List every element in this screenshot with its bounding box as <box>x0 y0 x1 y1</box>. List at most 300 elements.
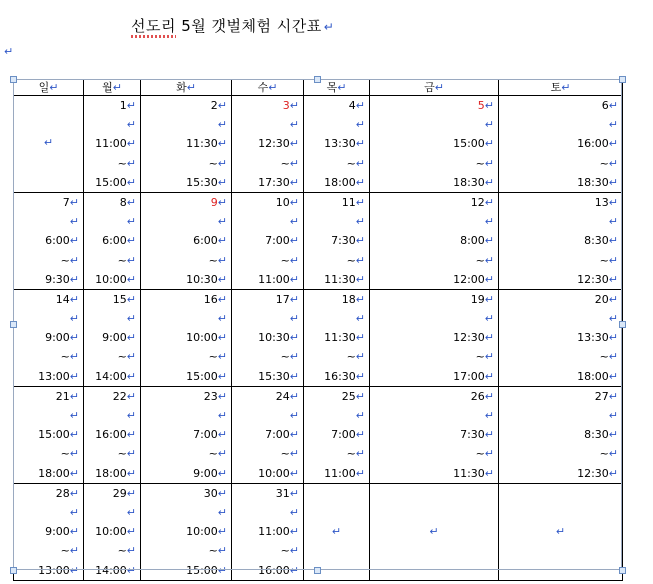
paragraph-mark-icon: ↵ <box>331 524 342 538</box>
weekday-label: 수 <box>257 81 269 94</box>
end-time-line <box>232 464 299 483</box>
weekday-label: 목 <box>326 81 338 94</box>
start-time-line <box>84 425 136 444</box>
tilde-separator-line <box>232 541 299 560</box>
resize-handle-left[interactable] <box>10 321 17 328</box>
start-time: 7:00 <box>265 234 290 248</box>
paragraph-mark-icon: ↵ <box>69 350 79 364</box>
paragraph-mark-icon: ↵ <box>217 466 227 480</box>
day-schedule <box>499 290 622 386</box>
day-number: 21 <box>55 389 70 403</box>
paragraph-mark-icon: ↵ <box>289 486 299 500</box>
tilde-separator-line <box>304 251 365 270</box>
paragraph-mark-icon: ↵ <box>484 195 494 209</box>
blank-line-line <box>232 309 299 328</box>
tilde-separator-line <box>141 347 227 366</box>
paragraph-mark-icon: ↵ <box>126 466 136 480</box>
day-number: 30 <box>203 486 218 500</box>
schedule-table[interactable] <box>13 79 623 581</box>
day-cell[interactable] <box>370 289 499 386</box>
day-cell[interactable] <box>141 386 232 483</box>
blank-line-line <box>84 212 136 231</box>
day-number-line <box>141 193 227 212</box>
paragraph-mark-icon: ↵ <box>608 175 618 189</box>
end-time: 11:30 <box>453 466 485 480</box>
day-number-line <box>14 290 79 309</box>
tilde-separator: ~ <box>280 447 290 461</box>
paragraph-mark-icon: ↵ <box>217 331 227 345</box>
paragraph-mark-icon: ↵ <box>608 409 618 422</box>
resize-handle-bottom-right[interactable] <box>619 567 626 574</box>
day-number-line <box>84 96 136 115</box>
resize-handle-bottom-left[interactable] <box>10 567 17 574</box>
paragraph-mark-icon: ↵ <box>355 331 365 345</box>
blank-line-line <box>141 309 227 328</box>
paragraph-mark-icon: ↵ <box>217 563 227 577</box>
start-time: 6:00 <box>193 234 218 248</box>
blank-line-line <box>141 406 227 425</box>
blank-line-line <box>232 115 299 134</box>
tilde-separator-line <box>84 541 136 560</box>
paragraph-mark-icon: ↵ <box>355 156 365 170</box>
weekday-header[interactable] <box>232 80 304 96</box>
end-time-line <box>304 367 365 386</box>
resize-handle-top[interactable] <box>314 76 321 83</box>
start-time: 10:00 <box>186 525 218 539</box>
end-time: 10:30 <box>186 272 218 286</box>
paragraph-mark-icon: ↵ <box>126 234 136 248</box>
paragraph-mark-icon: ↵ <box>484 350 494 364</box>
paragraph-mark-icon: ↵ <box>289 428 299 442</box>
paragraph-mark-icon: ↵ <box>126 409 136 422</box>
paragraph-mark-icon: ↵ <box>126 389 136 403</box>
empty-day <box>14 96 83 190</box>
paragraph-mark-icon: ↵ <box>608 447 618 461</box>
paragraph-mark-icon: ↵ <box>484 409 494 422</box>
day-number: 15 <box>112 292 127 306</box>
tilde-separator: ~ <box>475 253 485 267</box>
day-cell[interactable] <box>84 96 141 193</box>
tilde-separator: ~ <box>280 350 290 364</box>
paragraph-mark-icon: ↵ <box>608 215 618 229</box>
tilde-separator-line <box>84 444 136 463</box>
day-number: 12 <box>470 195 485 209</box>
blank-line-line <box>370 212 494 231</box>
day-cell[interactable] <box>304 192 370 289</box>
paragraph-mark-icon: ↵ <box>289 195 299 209</box>
day-cell[interactable] <box>14 386 84 483</box>
paragraph-mark-icon: ↵ <box>355 428 365 442</box>
day-number: 19 <box>470 292 485 306</box>
day-number-line <box>232 96 299 115</box>
day-number-line <box>232 484 299 503</box>
day-number: 24 <box>275 389 290 403</box>
day-cell[interactable] <box>370 386 499 483</box>
start-time-line <box>141 134 227 153</box>
week-row <box>14 96 623 193</box>
start-time-line <box>141 231 227 250</box>
resize-handle-top-right[interactable] <box>619 76 626 83</box>
day-cell[interactable] <box>14 483 84 580</box>
weekday-label: 화 <box>176 81 187 94</box>
day-schedule <box>141 387 231 483</box>
day-cell[interactable] <box>141 96 232 193</box>
day-number-line <box>84 387 136 406</box>
end-time: 13:00 <box>38 369 70 383</box>
day-number-line <box>499 193 618 212</box>
start-time-line <box>304 231 365 250</box>
end-time: 13:00 <box>38 563 70 577</box>
paragraph-mark-icon: ↵ <box>217 409 227 422</box>
day-cell[interactable] <box>84 386 141 483</box>
paragraph-mark-icon: ↵ <box>608 118 618 132</box>
day-number-line <box>499 387 618 406</box>
day-number-line <box>141 290 227 309</box>
blank-line-line <box>232 503 299 522</box>
paragraph-mark-icon: ↵ <box>217 215 227 229</box>
tilde-separator: ~ <box>208 544 218 558</box>
paragraph-mark-icon: ↵ <box>69 544 79 558</box>
tilde-separator-line <box>141 154 227 173</box>
start-time: 8:30 <box>584 234 609 248</box>
start-time-line <box>370 328 494 347</box>
paragraph-mark-icon: ↵ <box>434 81 444 94</box>
paragraph-mark-icon: ↵ <box>186 81 196 94</box>
weekday-label: 월 <box>102 81 113 94</box>
end-time-line <box>370 270 494 289</box>
start-time: 7:00 <box>331 428 356 442</box>
tilde-separator: ~ <box>280 156 290 170</box>
day-number-line <box>84 193 136 212</box>
start-time-line <box>499 328 618 347</box>
paragraph-mark-icon: ↵ <box>126 350 136 364</box>
day-cell[interactable] <box>141 289 232 386</box>
day-cell[interactable] <box>304 483 370 580</box>
paragraph-mark-icon: ↵ <box>69 525 79 539</box>
end-time: 14:00 <box>95 563 127 577</box>
paragraph-mark-icon: ↵ <box>608 466 618 480</box>
paragraph-mark-icon: ↵ <box>126 156 136 170</box>
paragraph-mark-icon: ↵ <box>289 389 299 403</box>
start-time: 12:30 <box>453 331 485 345</box>
paragraph-mark-icon: ↵ <box>126 195 136 209</box>
day-cell[interactable] <box>14 192 84 289</box>
day-schedule <box>232 290 303 386</box>
day-cell[interactable] <box>232 289 304 386</box>
tilde-separator: ~ <box>60 350 70 364</box>
tilde-separator-line <box>14 347 79 366</box>
resize-handle-right[interactable] <box>619 321 626 328</box>
paragraph-mark-icon: ↵ <box>69 292 79 306</box>
paragraph-mark-icon: ↵ <box>69 195 79 209</box>
day-cell[interactable] <box>232 483 304 580</box>
day-cell[interactable] <box>304 289 370 386</box>
day-cell[interactable] <box>232 96 304 193</box>
paragraph-mark-icon: ↵ <box>69 312 79 326</box>
day-number-line <box>370 387 494 406</box>
day-cell[interactable] <box>370 483 499 580</box>
end-time: 10:00 <box>95 272 127 286</box>
day-schedule <box>14 387 83 483</box>
end-time-line <box>14 464 79 483</box>
paragraph-mark-icon: ↵ <box>484 234 494 248</box>
paragraph-mark-icon: ↵ <box>484 292 494 306</box>
end-time: 12:30 <box>577 466 609 480</box>
day-number: 27 <box>594 389 609 403</box>
tilde-separator-line <box>141 251 227 270</box>
end-time-line <box>232 561 299 580</box>
end-time-line <box>370 173 494 192</box>
day-cell[interactable] <box>499 96 623 193</box>
day-cell[interactable] <box>84 192 141 289</box>
paragraph-mark-icon: ↵ <box>484 99 494 112</box>
end-time: 15:00 <box>186 563 218 577</box>
paragraph-mark-icon: ↵ <box>484 175 494 189</box>
paragraph-mark-icon: ↵ <box>217 118 227 132</box>
end-time-line <box>232 270 299 289</box>
end-time: 17:30 <box>258 175 290 189</box>
blank-line-line <box>499 406 618 425</box>
day-cell[interactable] <box>499 289 623 386</box>
paragraph-mark-icon: ↵ <box>126 447 136 461</box>
day-number: 14 <box>55 292 70 306</box>
paragraph-mark-icon: ↵ <box>69 272 79 286</box>
tilde-separator-line <box>232 444 299 463</box>
paragraph-mark-icon: ↵ <box>289 99 299 112</box>
day-schedule <box>499 193 622 289</box>
end-time-line <box>84 464 136 483</box>
end-time: 15:30 <box>186 175 218 189</box>
paragraph-mark-icon: ↵ <box>608 350 618 364</box>
week-row <box>14 483 623 580</box>
end-time-line <box>370 367 494 386</box>
day-cell[interactable] <box>14 96 84 193</box>
paragraph-mark-icon: ↵ <box>126 99 136 112</box>
day-cell[interactable] <box>499 386 623 483</box>
blank-line-line <box>370 406 494 425</box>
start-time: 15:00 <box>453 137 485 151</box>
end-time-line <box>84 270 136 289</box>
day-number: 9 <box>210 195 218 209</box>
blank-line-line <box>84 115 136 134</box>
weekday-header[interactable] <box>84 80 141 96</box>
day-number-line <box>14 484 79 503</box>
paragraph-mark-icon: ↵ <box>49 81 59 94</box>
day-cell[interactable] <box>304 386 370 483</box>
paragraph-mark-icon: ↵ <box>289 312 299 326</box>
day-number-line <box>141 387 227 406</box>
blank-line-line <box>84 406 136 425</box>
tilde-separator-line <box>141 444 227 463</box>
end-time-line <box>141 561 227 580</box>
blank-line-line <box>84 503 136 522</box>
start-time-line <box>304 328 365 347</box>
paragraph-mark-icon: ↵ <box>126 544 136 558</box>
start-time: 7:30 <box>331 234 356 248</box>
day-number-line <box>14 387 79 406</box>
paragraph-mark-icon: ↵ <box>69 466 79 480</box>
paragraph-mark-icon: ↵ <box>69 234 79 248</box>
paragraph-mark-icon: ↵ <box>289 215 299 229</box>
paragraph-mark-icon: ↵ <box>355 253 365 267</box>
day-cell[interactable] <box>232 386 304 483</box>
paragraph-mark-icon: ↵ <box>355 118 365 132</box>
end-time: 12:30 <box>577 272 609 286</box>
paragraph-mark-icon: ↵ <box>355 215 365 229</box>
end-time: 14:00 <box>95 369 127 383</box>
day-cell[interactable] <box>304 96 370 193</box>
paragraph-mark-icon: ↵ <box>355 466 365 480</box>
end-time: 18:00 <box>38 466 70 480</box>
paragraph-mark-icon: ↵ <box>69 447 79 461</box>
tilde-separator: ~ <box>117 253 127 267</box>
day-cell[interactable] <box>370 192 499 289</box>
day-number: 10 <box>275 195 290 209</box>
paragraph-mark-icon: ↵ <box>217 369 227 383</box>
paragraph-mark-icon: ↵ <box>4 45 14 58</box>
end-time: 18:00 <box>95 466 127 480</box>
start-time-line <box>370 134 494 153</box>
start-time-line <box>84 134 136 153</box>
paragraph-mark-icon: ↵ <box>69 409 79 422</box>
day-schedule <box>14 193 83 289</box>
day-schedule <box>232 96 303 192</box>
day-number-line <box>14 193 79 212</box>
end-time-line <box>14 367 79 386</box>
end-time: 15:00 <box>186 369 218 383</box>
day-schedule <box>84 484 140 580</box>
day-number: 22 <box>112 389 127 403</box>
resize-handle-bottom[interactable] <box>314 567 321 574</box>
paragraph-mark-icon: ↵ <box>289 175 299 189</box>
empty-day <box>304 484 369 580</box>
day-cell[interactable] <box>370 96 499 193</box>
start-time-line <box>14 522 79 541</box>
day-number: 17 <box>275 292 290 306</box>
day-cell[interactable] <box>499 192 623 289</box>
paragraph-mark-icon: ↵ <box>355 234 365 248</box>
end-time: 18:30 <box>577 175 609 189</box>
day-schedule <box>84 96 140 192</box>
blank-line-line <box>499 212 618 231</box>
tilde-separator: ~ <box>208 253 218 267</box>
weekday-header[interactable] <box>14 80 84 96</box>
start-time-line <box>499 231 618 250</box>
day-cell[interactable] <box>14 289 84 386</box>
start-time-line <box>84 522 136 541</box>
tilde-separator: ~ <box>599 156 609 170</box>
tilde-separator: ~ <box>208 350 218 364</box>
paragraph-mark-icon: ↵ <box>126 175 136 189</box>
end-time-line <box>232 173 299 192</box>
start-time: 9:00 <box>45 525 70 539</box>
paragraph-mark-icon: ↵ <box>355 389 365 403</box>
tilde-separator: ~ <box>208 447 218 461</box>
paragraph-mark-icon: ↵ <box>217 234 227 248</box>
day-cell[interactable] <box>141 483 232 580</box>
day-cell[interactable] <box>84 289 141 386</box>
paragraph-mark-icon: ↵ <box>289 234 299 248</box>
resize-handle-top-left[interactable] <box>10 76 17 83</box>
tilde-separator-line <box>499 444 618 463</box>
start-time: 11:30 <box>186 137 218 151</box>
day-number: 1 <box>119 99 127 112</box>
paragraph-mark-icon: ↵ <box>289 156 299 170</box>
start-time-line <box>499 134 618 153</box>
start-time-line <box>141 522 227 541</box>
weekday-header[interactable] <box>370 80 499 96</box>
blank-line-line <box>370 115 494 134</box>
day-schedule <box>84 387 140 483</box>
start-time-line <box>370 425 494 444</box>
paragraph-mark-icon: ↵ <box>355 272 365 286</box>
day-number: 25 <box>341 389 356 403</box>
day-number-line <box>370 193 494 212</box>
weekday-label: 토 <box>550 81 562 94</box>
tilde-separator: ~ <box>599 447 609 461</box>
day-schedule <box>370 193 498 289</box>
start-time: 7:30 <box>460 428 485 442</box>
paragraph-mark-icon: ↵ <box>608 292 618 306</box>
tilde-separator: ~ <box>60 253 70 267</box>
day-number: 29 <box>112 486 127 500</box>
weekday-header[interactable] <box>141 80 232 96</box>
start-time: 11:00 <box>95 137 127 151</box>
end-time: 15:30 <box>258 369 290 383</box>
day-cell[interactable] <box>141 192 232 289</box>
start-time: 7:00 <box>265 428 290 442</box>
day-cell[interactable] <box>84 483 141 580</box>
tilde-separator-line <box>84 347 136 366</box>
paragraph-mark-icon: ↵ <box>355 447 365 461</box>
day-cell[interactable] <box>232 192 304 289</box>
start-time-line <box>141 425 227 444</box>
day-schedule <box>232 387 303 483</box>
start-time: 11:00 <box>258 525 290 539</box>
day-schedule <box>499 387 622 483</box>
weekday-header[interactable] <box>499 80 623 96</box>
paragraph-mark-icon: ↵ <box>289 350 299 364</box>
paragraph-mark-icon: ↵ <box>126 292 136 306</box>
day-number-line <box>232 290 299 309</box>
paragraph-mark-icon: ↵ <box>69 505 79 519</box>
end-time: 9:00 <box>193 466 218 480</box>
day-schedule <box>304 290 369 386</box>
tilde-separator: ~ <box>117 544 127 558</box>
paragraph-mark-icon: ↵ <box>217 312 227 326</box>
empty-day <box>499 484 622 580</box>
end-time-line <box>141 173 227 192</box>
paragraph-mark-icon: ↵ <box>608 234 618 248</box>
paragraph-mark-icon: ↵ <box>429 524 439 538</box>
end-time-line <box>141 464 227 483</box>
paragraph-mark-icon: ↵ <box>484 447 494 461</box>
day-schedule <box>14 484 83 580</box>
blank-line-line <box>304 309 365 328</box>
paragraph-mark-icon: ↵ <box>69 215 79 229</box>
paragraph-mark-icon: ↵ <box>43 136 54 149</box>
tilde-separator-line <box>370 154 494 173</box>
paragraph-mark-icon: ↵ <box>608 428 618 442</box>
day-schedule <box>232 484 303 580</box>
tilde-separator-line <box>499 251 618 270</box>
end-time-line <box>499 270 618 289</box>
start-time-line <box>232 522 299 541</box>
day-cell[interactable] <box>499 483 623 580</box>
document-title <box>131 15 334 36</box>
paragraph-mark-icon: ↵ <box>608 331 618 345</box>
end-time-line <box>370 464 494 483</box>
